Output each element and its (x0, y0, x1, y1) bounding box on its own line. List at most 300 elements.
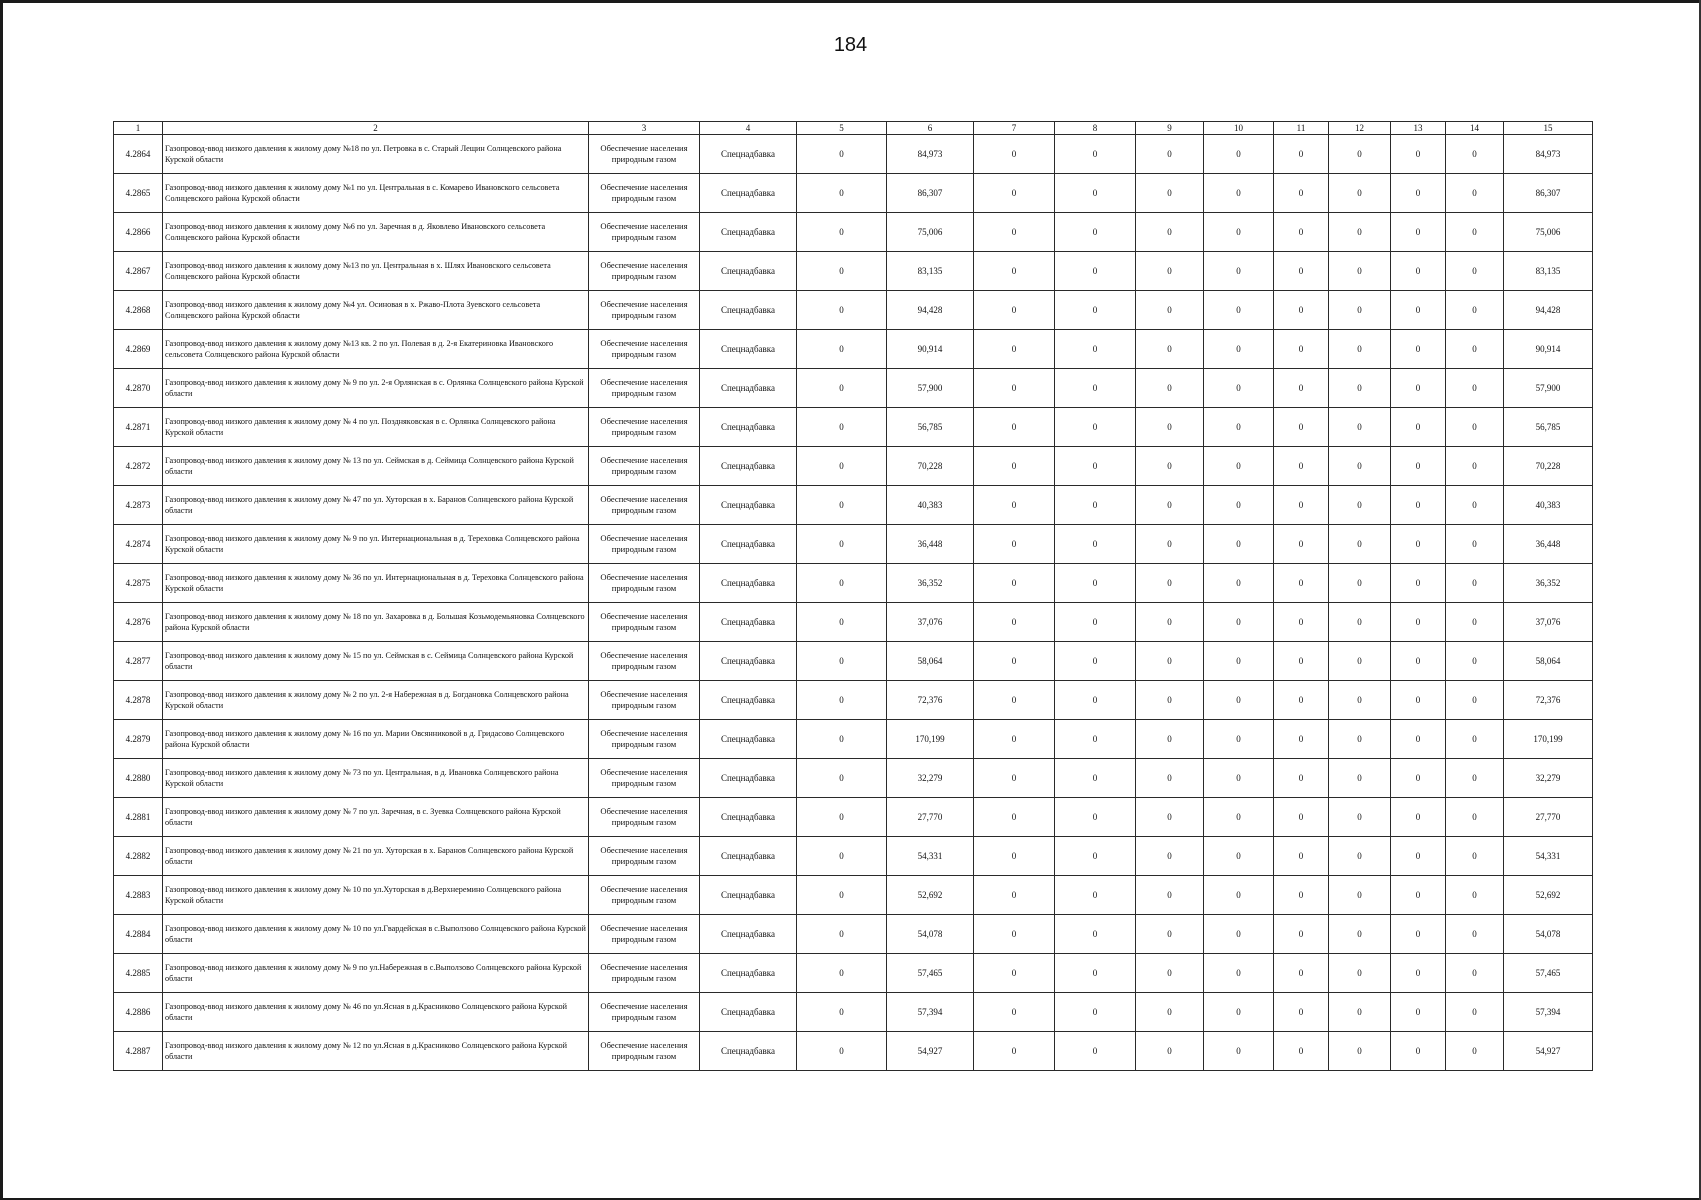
cell-purpose: Обеспечение населения природным газом (589, 954, 700, 993)
cell-col-8: 0 (1055, 837, 1136, 876)
cell-col-8: 0 (1055, 291, 1136, 330)
cell-col-11: 0 (1274, 876, 1329, 915)
column-number-12: 12 (1329, 122, 1391, 135)
cell-funding-source: Спецнадбавка (700, 135, 797, 174)
cell-col-7: 0 (974, 291, 1055, 330)
cell-col-7: 0 (974, 525, 1055, 564)
cell-col-8: 0 (1055, 369, 1136, 408)
cell-item-number: 4.2865 (114, 174, 163, 213)
cell-col-14: 0 (1446, 486, 1504, 525)
table-row (114, 369, 1593, 408)
table-row (114, 915, 1593, 954)
column-number-5: 5 (797, 122, 887, 135)
table-row (114, 798, 1593, 837)
cell-col-15-total: 40,383 (1504, 486, 1593, 525)
cell-col-12: 0 (1329, 954, 1391, 993)
cell-col-11: 0 (1274, 1032, 1329, 1071)
cell-col-5: 0 (797, 1032, 887, 1071)
cell-col-6: 36,448 (887, 525, 974, 564)
cell-col-7: 0 (974, 876, 1055, 915)
cell-purpose: Обеспечение населения природным газом (589, 174, 700, 213)
cell-col-15-total: 54,078 (1504, 915, 1593, 954)
cell-col-14: 0 (1446, 759, 1504, 798)
cell-col-14: 0 (1446, 1032, 1504, 1071)
cell-col-7: 0 (974, 681, 1055, 720)
cell-funding-source: Спецнадбавка (700, 369, 797, 408)
cell-object-name: Газопровод-ввод низкого давления к жилому дому №4 ул. Осиновая в х. Ржаво-Плота Зуевского сельсовета Солнцевского района Курской области (163, 291, 589, 330)
cell-col-6: 54,927 (887, 1032, 974, 1071)
cell-col-15-total: 83,135 (1504, 252, 1593, 291)
cell-col-9: 0 (1136, 174, 1204, 213)
cell-col-15-total: 94,428 (1504, 291, 1593, 330)
cell-col-15-total: 72,376 (1504, 681, 1593, 720)
cell-col-11: 0 (1274, 798, 1329, 837)
cell-col-13: 0 (1391, 993, 1446, 1032)
cell-item-number: 4.2874 (114, 525, 163, 564)
cell-col-10: 0 (1204, 1032, 1274, 1071)
table-row (114, 681, 1593, 720)
cell-purpose: Обеспечение населения природным газом (589, 837, 700, 876)
cell-col-12: 0 (1329, 174, 1391, 213)
cell-col-14: 0 (1446, 993, 1504, 1032)
cell-col-6: 72,376 (887, 681, 974, 720)
cell-col-9: 0 (1136, 642, 1204, 681)
cell-col-15-total: 90,914 (1504, 330, 1593, 369)
cell-object-name: Газопровод-ввод низкого давления к жилому дому № 21 по ул. Хуторская в х. Баранов Солнцевского района Курской области (163, 837, 589, 876)
cell-col-12: 0 (1329, 993, 1391, 1032)
cell-col-5: 0 (797, 330, 887, 369)
cell-col-14: 0 (1446, 525, 1504, 564)
cell-funding-source: Спецнадбавка (700, 525, 797, 564)
cell-col-11: 0 (1274, 252, 1329, 291)
cell-col-5: 0 (797, 837, 887, 876)
cell-col-11: 0 (1274, 642, 1329, 681)
cell-col-14: 0 (1446, 135, 1504, 174)
cell-purpose: Обеспечение населения природным газом (589, 486, 700, 525)
cell-col-15-total: 57,465 (1504, 954, 1593, 993)
cell-col-13: 0 (1391, 330, 1446, 369)
cell-col-6: 56,785 (887, 408, 974, 447)
cell-col-11: 0 (1274, 174, 1329, 213)
cell-col-5: 0 (797, 564, 887, 603)
cell-col-15-total: 36,352 (1504, 564, 1593, 603)
cell-col-5: 0 (797, 798, 887, 837)
cell-funding-source: Спецнадбавка (700, 252, 797, 291)
cell-purpose: Обеспечение населения природным газом (589, 681, 700, 720)
cell-funding-source: Спецнадбавка (700, 603, 797, 642)
cell-col-12: 0 (1329, 603, 1391, 642)
cell-col-10: 0 (1204, 681, 1274, 720)
cell-col-6: 57,465 (887, 954, 974, 993)
cell-funding-source: Спецнадбавка (700, 837, 797, 876)
cell-purpose: Обеспечение населения природным газом (589, 213, 700, 252)
cell-col-11: 0 (1274, 564, 1329, 603)
cell-col-5: 0 (797, 876, 887, 915)
cell-funding-source: Спецнадбавка (700, 993, 797, 1032)
cell-col-11: 0 (1274, 759, 1329, 798)
cell-item-number: 4.2876 (114, 603, 163, 642)
cell-col-14: 0 (1446, 837, 1504, 876)
cell-col-14: 0 (1446, 603, 1504, 642)
cell-col-14: 0 (1446, 642, 1504, 681)
cell-funding-source: Спецнадбавка (700, 954, 797, 993)
cell-col-11: 0 (1274, 993, 1329, 1032)
cell-object-name: Газопровод-ввод низкого давления к жилому дому № 36 по ул. Интернациональная в д. Тереховка Солнцевского района Курской области (163, 564, 589, 603)
cell-funding-source: Спецнадбавка (700, 564, 797, 603)
cell-col-10: 0 (1204, 993, 1274, 1032)
table-row (114, 213, 1593, 252)
cell-col-10: 0 (1204, 720, 1274, 759)
cell-col-7: 0 (974, 564, 1055, 603)
cell-col-6: 36,352 (887, 564, 974, 603)
table-row (114, 759, 1593, 798)
table-row (114, 564, 1593, 603)
cell-purpose: Обеспечение населения природным газом (589, 291, 700, 330)
cell-col-5: 0 (797, 486, 887, 525)
cell-col-7: 0 (974, 447, 1055, 486)
cell-col-5: 0 (797, 993, 887, 1032)
cell-col-8: 0 (1055, 915, 1136, 954)
cell-item-number: 4.2873 (114, 486, 163, 525)
cell-col-5: 0 (797, 603, 887, 642)
cell-funding-source: Спецнадбавка (700, 1032, 797, 1071)
cell-col-10: 0 (1204, 525, 1274, 564)
cell-col-13: 0 (1391, 798, 1446, 837)
cell-col-14: 0 (1446, 174, 1504, 213)
cell-object-name: Газопровод-ввод низкого давления к жилому дому № 12 по ул.Ясная в д.Красниково Солнцевского района Курской области (163, 1032, 589, 1071)
cell-col-6: 94,428 (887, 291, 974, 330)
cell-col-9: 0 (1136, 603, 1204, 642)
cell-item-number: 4.2871 (114, 408, 163, 447)
cell-col-9: 0 (1136, 525, 1204, 564)
cell-col-13: 0 (1391, 1032, 1446, 1071)
cell-col-10: 0 (1204, 252, 1274, 291)
cell-col-6: 52,692 (887, 876, 974, 915)
cell-col-12: 0 (1329, 486, 1391, 525)
cell-col-8: 0 (1055, 408, 1136, 447)
cell-purpose: Обеспечение населения природным газом (589, 798, 700, 837)
cell-col-12: 0 (1329, 1032, 1391, 1071)
cell-object-name: Газопровод-ввод низкого давления к жилому дому № 46 по ул.Ясная в д.Красниково Солнцевского района Курской области (163, 993, 589, 1032)
cell-col-14: 0 (1446, 408, 1504, 447)
scan-frame-left (0, 0, 3, 1200)
cell-col-8: 0 (1055, 798, 1136, 837)
cell-item-number: 4.2884 (114, 915, 163, 954)
cell-col-5: 0 (797, 213, 887, 252)
cell-funding-source: Спецнадбавка (700, 720, 797, 759)
column-number-15: 15 (1504, 122, 1593, 135)
cell-funding-source: Спецнадбавка (700, 213, 797, 252)
cell-col-10: 0 (1204, 330, 1274, 369)
cell-col-10: 0 (1204, 837, 1274, 876)
cell-col-11: 0 (1274, 330, 1329, 369)
cell-object-name: Газопровод-ввод низкого давления к жилому дому №13 кв. 2 по ул. Полевая в д. 2-я Екатериновка Ивановского сельсовета Солнцевского района Курской области (163, 330, 589, 369)
cell-funding-source: Спецнадбавка (700, 330, 797, 369)
cell-col-9: 0 (1136, 291, 1204, 330)
cell-col-13: 0 (1391, 525, 1446, 564)
cell-col-14: 0 (1446, 681, 1504, 720)
cell-col-11: 0 (1274, 915, 1329, 954)
cell-col-10: 0 (1204, 603, 1274, 642)
cell-item-number: 4.2887 (114, 1032, 163, 1071)
column-number-3: 3 (589, 122, 700, 135)
cell-col-15-total: 37,076 (1504, 603, 1593, 642)
cell-item-number: 4.2886 (114, 993, 163, 1032)
cell-col-5: 0 (797, 915, 887, 954)
cell-col-5: 0 (797, 291, 887, 330)
cell-col-12: 0 (1329, 135, 1391, 174)
table-row (114, 603, 1593, 642)
cell-object-name: Газопровод-ввод низкого давления к жилому дому №13 по ул. Центральная в х. Шлях Ивановского сельсовета Солнцевского района Курской области (163, 252, 589, 291)
cell-item-number: 4.2877 (114, 642, 163, 681)
cell-col-14: 0 (1446, 876, 1504, 915)
cell-item-number: 4.2875 (114, 564, 163, 603)
cell-col-7: 0 (974, 1032, 1055, 1071)
cell-col-8: 0 (1055, 564, 1136, 603)
cell-col-12: 0 (1329, 564, 1391, 603)
page-number: 184 (833, 34, 868, 56)
cell-col-9: 0 (1136, 369, 1204, 408)
cell-item-number: 4.2883 (114, 876, 163, 915)
cell-col-12: 0 (1329, 681, 1391, 720)
cell-col-13: 0 (1391, 642, 1446, 681)
cell-col-15-total: 75,006 (1504, 213, 1593, 252)
cell-col-15-total: 170,199 (1504, 720, 1593, 759)
cell-col-11: 0 (1274, 447, 1329, 486)
cell-purpose: Обеспечение населения природным газом (589, 720, 700, 759)
cell-item-number: 4.2879 (114, 720, 163, 759)
table-row (114, 876, 1593, 915)
cell-col-12: 0 (1329, 447, 1391, 486)
cell-col-9: 0 (1136, 447, 1204, 486)
cell-item-number: 4.2868 (114, 291, 163, 330)
cell-col-6: 75,006 (887, 213, 974, 252)
cell-object-name: Газопровод-ввод низкого давления к жилому дому № 9 по ул.Набережная в с.Выползово Солнцевского района Курской области (163, 954, 589, 993)
cell-col-13: 0 (1391, 135, 1446, 174)
table-row (114, 642, 1593, 681)
cell-col-13: 0 (1391, 837, 1446, 876)
cell-col-7: 0 (974, 408, 1055, 447)
cell-col-9: 0 (1136, 330, 1204, 369)
cell-col-9: 0 (1136, 135, 1204, 174)
cell-col-6: 57,394 (887, 993, 974, 1032)
column-number-1: 1 (114, 122, 163, 135)
cell-purpose: Обеспечение населения природным газом (589, 759, 700, 798)
cell-col-8: 0 (1055, 642, 1136, 681)
cell-col-11: 0 (1274, 720, 1329, 759)
cell-col-6: 32,279 (887, 759, 974, 798)
cell-col-14: 0 (1446, 915, 1504, 954)
cell-col-12: 0 (1329, 798, 1391, 837)
cell-col-15-total: 86,307 (1504, 174, 1593, 213)
table-row (114, 486, 1593, 525)
cell-col-5: 0 (797, 681, 887, 720)
cell-col-6: 83,135 (887, 252, 974, 291)
cell-purpose: Обеспечение населения природным газом (589, 447, 700, 486)
cell-col-5: 0 (797, 447, 887, 486)
cell-col-10: 0 (1204, 759, 1274, 798)
cell-funding-source: Спецнадбавка (700, 798, 797, 837)
cell-col-7: 0 (974, 486, 1055, 525)
column-number-7: 7 (974, 122, 1055, 135)
cell-col-12: 0 (1329, 252, 1391, 291)
cell-col-12: 0 (1329, 876, 1391, 915)
cell-purpose: Обеспечение населения природным газом (589, 564, 700, 603)
cell-col-7: 0 (974, 174, 1055, 213)
cell-object-name: Газопровод-ввод низкого давления к жилому дому № 16 по ул. Марии Овсянниковой в д. Гридасово Солнцевского района Курской области (163, 720, 589, 759)
cell-purpose: Обеспечение населения природным газом (589, 1032, 700, 1071)
cell-item-number: 4.2867 (114, 252, 163, 291)
cell-col-6: 57,900 (887, 369, 974, 408)
cell-col-13: 0 (1391, 369, 1446, 408)
cell-col-5: 0 (797, 720, 887, 759)
cell-col-14: 0 (1446, 798, 1504, 837)
cell-funding-source: Спецнадбавка (700, 876, 797, 915)
cell-col-8: 0 (1055, 1032, 1136, 1071)
table-row (114, 525, 1593, 564)
cell-col-8: 0 (1055, 681, 1136, 720)
cell-col-8: 0 (1055, 603, 1136, 642)
cell-col-15-total: 84,973 (1504, 135, 1593, 174)
column-number-9: 9 (1136, 122, 1204, 135)
cell-object-name: Газопровод-ввод низкого давления к жилому дому № 7 по ул. Заречная, в с. Зуевка Солнцевского района Курской области (163, 798, 589, 837)
cell-col-8: 0 (1055, 486, 1136, 525)
cell-col-13: 0 (1391, 486, 1446, 525)
cell-funding-source: Спецнадбавка (700, 447, 797, 486)
column-number-4: 4 (700, 122, 797, 135)
table-row (114, 330, 1593, 369)
cell-funding-source: Спецнадбавка (700, 408, 797, 447)
cell-funding-source: Спецнадбавка (700, 174, 797, 213)
column-number-14: 14 (1446, 122, 1504, 135)
cell-col-8: 0 (1055, 174, 1136, 213)
cell-col-9: 0 (1136, 252, 1204, 291)
cell-col-7: 0 (974, 213, 1055, 252)
cell-col-10: 0 (1204, 642, 1274, 681)
cell-col-9: 0 (1136, 1032, 1204, 1071)
cell-col-13: 0 (1391, 720, 1446, 759)
cell-col-9: 0 (1136, 915, 1204, 954)
column-number-row (114, 122, 1593, 135)
cell-col-6: 27,770 (887, 798, 974, 837)
cell-col-5: 0 (797, 135, 887, 174)
cell-item-number: 4.2870 (114, 369, 163, 408)
cell-col-15-total: 54,331 (1504, 837, 1593, 876)
cell-object-name: Газопровод-ввод низкого давления к жилому дому № 18 по ул. Захаровка в д. Большая Козьмодемьяновка Солнцевского района Курской области (163, 603, 589, 642)
cell-purpose: Обеспечение населения природным газом (589, 252, 700, 291)
cell-col-11: 0 (1274, 525, 1329, 564)
cell-col-5: 0 (797, 252, 887, 291)
cell-col-11: 0 (1274, 681, 1329, 720)
cell-object-name: Газопровод-ввод низкого давления к жилому дому №6 по ул. Заречная в д. Яковлево Ивановского сельсовета Солнцевского района Курской области (163, 213, 589, 252)
cell-item-number: 4.2878 (114, 681, 163, 720)
cell-col-7: 0 (974, 837, 1055, 876)
cell-col-6: 84,973 (887, 135, 974, 174)
cell-col-11: 0 (1274, 954, 1329, 993)
cell-col-9: 0 (1136, 720, 1204, 759)
table-row (114, 837, 1593, 876)
table-row (114, 252, 1593, 291)
cell-col-6: 90,914 (887, 330, 974, 369)
cell-col-9: 0 (1136, 837, 1204, 876)
cell-col-15-total: 36,448 (1504, 525, 1593, 564)
cell-col-13: 0 (1391, 603, 1446, 642)
cell-col-10: 0 (1204, 135, 1274, 174)
cell-object-name: Газопровод-ввод низкого давления к жилому дому № 73 по ул. Центральная, в д. Ивановка Солнцевского района Курской области (163, 759, 589, 798)
cell-col-8: 0 (1055, 252, 1136, 291)
cell-col-15-total: 54,927 (1504, 1032, 1593, 1071)
cell-col-12: 0 (1329, 642, 1391, 681)
cell-purpose: Обеспечение населения природным газом (589, 603, 700, 642)
column-number-13: 13 (1391, 122, 1446, 135)
cell-col-8: 0 (1055, 525, 1136, 564)
cell-col-7: 0 (974, 798, 1055, 837)
cell-col-10: 0 (1204, 213, 1274, 252)
table-row (114, 135, 1593, 174)
cell-col-13: 0 (1391, 876, 1446, 915)
cell-col-8: 0 (1055, 213, 1136, 252)
cell-object-name: Газопровод-ввод низкого давления к жилому дому № 2 по ул. 2-я Набережная в д. Богдановка Солнцевского района Курской области (163, 681, 589, 720)
cell-item-number: 4.2864 (114, 135, 163, 174)
cell-col-7: 0 (974, 135, 1055, 174)
cell-col-13: 0 (1391, 564, 1446, 603)
cell-col-7: 0 (974, 759, 1055, 798)
cell-purpose: Обеспечение населения природным газом (589, 525, 700, 564)
cell-col-8: 0 (1055, 993, 1136, 1032)
cell-col-5: 0 (797, 525, 887, 564)
cell-col-7: 0 (974, 252, 1055, 291)
cell-purpose: Обеспечение населения природным газом (589, 135, 700, 174)
cell-col-10: 0 (1204, 954, 1274, 993)
cell-object-name: Газопровод-ввод низкого давления к жилому дому № 10 по ул.Хуторская в д.Верхнеремино Солнцевского района Курской области (163, 876, 589, 915)
table-row (114, 447, 1593, 486)
cell-col-14: 0 (1446, 954, 1504, 993)
cell-object-name: Газопровод-ввод низкого давления к жилому дому № 9 по ул. Интернациональная в д. Тереховка Солнцевского района Курской области (163, 525, 589, 564)
cell-col-10: 0 (1204, 876, 1274, 915)
cell-col-13: 0 (1391, 681, 1446, 720)
cell-col-15-total: 56,785 (1504, 408, 1593, 447)
cell-col-6: 54,078 (887, 915, 974, 954)
cell-col-14: 0 (1446, 564, 1504, 603)
cell-col-5: 0 (797, 642, 887, 681)
column-number-2: 2 (163, 122, 589, 135)
cell-col-8: 0 (1055, 330, 1136, 369)
cell-col-9: 0 (1136, 798, 1204, 837)
cell-object-name: Газопровод-ввод низкого давления к жилому дому №1 по ул. Центральная в с. Комарево Ивановского сельсовета Солнцевского района Курской области (163, 174, 589, 213)
cell-col-10: 0 (1204, 915, 1274, 954)
cell-item-number: 4.2882 (114, 837, 163, 876)
cell-col-9: 0 (1136, 486, 1204, 525)
cell-col-10: 0 (1204, 369, 1274, 408)
cell-col-12: 0 (1329, 213, 1391, 252)
cell-col-10: 0 (1204, 798, 1274, 837)
cell-col-7: 0 (974, 369, 1055, 408)
cell-col-12: 0 (1329, 915, 1391, 954)
cell-col-6: 170,199 (887, 720, 974, 759)
cell-col-9: 0 (1136, 564, 1204, 603)
cell-purpose: Обеспечение населения природным газом (589, 330, 700, 369)
cell-object-name: Газопровод-ввод низкого давления к жилому дому № 13 по ул. Сеймская в д. Сеймица Солнцевского района Курской области (163, 447, 589, 486)
cell-col-8: 0 (1055, 954, 1136, 993)
cell-purpose: Обеспечение населения природным газом (589, 642, 700, 681)
column-number-10: 10 (1204, 122, 1274, 135)
cell-item-number: 4.2885 (114, 954, 163, 993)
table-row (114, 291, 1593, 330)
cell-item-number: 4.2881 (114, 798, 163, 837)
cell-col-11: 0 (1274, 213, 1329, 252)
cell-col-6: 70,228 (887, 447, 974, 486)
cell-col-6: 58,064 (887, 642, 974, 681)
